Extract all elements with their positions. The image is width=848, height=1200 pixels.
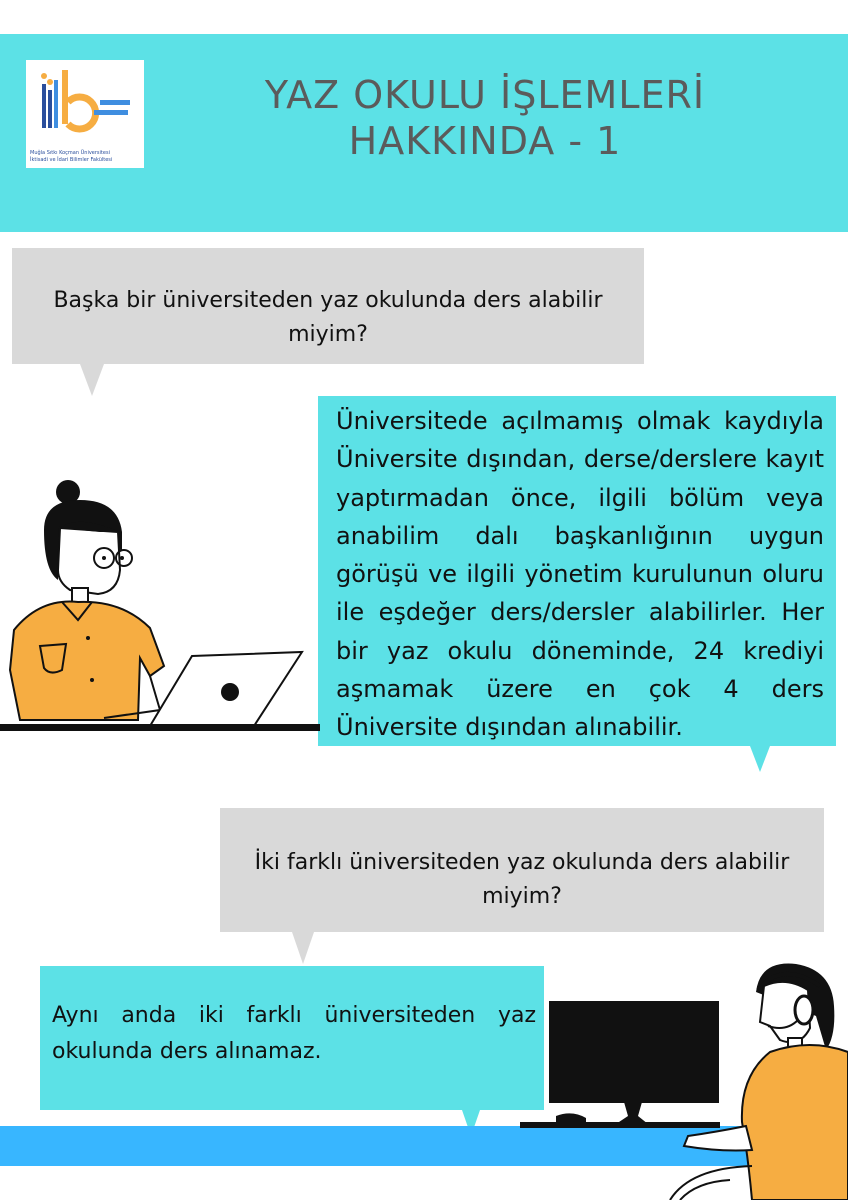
question-bubble-1 bbox=[12, 248, 644, 364]
answer-bubble-1 bbox=[318, 396, 836, 746]
answer-text-1: Üniversitede açılmamış olmak kaydıyla Üniversite dışından, derse/derslere kayıt yaptırmadan önce, ilgili bölüm veya anabilim dalı başkanlığının uygun görüşü ve ilgili yönetim kurulunun oluru ile eşdeğer ders/dersler alabilirler. Her bir yaz okulu döneminde, 24 krediyi aşmamak üzere en çok 4 ders Üniversite dışından alınabilir. bbox=[336, 407, 824, 742]
question-bubble-1-tail bbox=[80, 364, 104, 396]
question-bubble-2-tail bbox=[292, 932, 314, 964]
faculty-logo bbox=[26, 60, 144, 168]
woman-with-headset-at-computer-illustration bbox=[520, 956, 848, 1200]
page-title-line2: HAKKINDA - 1 bbox=[348, 119, 622, 163]
logo-caption-line1: Muğla Sıtkı Koçman Üniversitesi bbox=[30, 150, 110, 156]
page-title bbox=[200, 72, 770, 164]
question-bubble-2 bbox=[220, 808, 824, 932]
question-text-1: Başka bir üniversiteden yaz okulunda ders alabilir miyim? bbox=[53, 288, 603, 347]
answer-text-2: Aynı anda iki farklı üniversiteden yaz okulunda ders alınamaz. bbox=[52, 1003, 536, 1064]
answer-bubble-2 bbox=[40, 966, 544, 1110]
woman-with-laptop-illustration bbox=[0, 470, 320, 740]
page-title-line1: YAZ OKULU İŞLEMLERİ bbox=[264, 73, 706, 117]
logo-caption-line2: İktisadi ve İdari Bilimler Fakültesi bbox=[30, 157, 113, 163]
answer-bubble-1-tail bbox=[750, 746, 770, 772]
header-banner bbox=[0, 34, 848, 232]
logo-mark-icon bbox=[36, 66, 134, 148]
question-text-2: İki farklı üniversiteden yaz okulunda ders alabilir miyim? bbox=[254, 850, 790, 909]
